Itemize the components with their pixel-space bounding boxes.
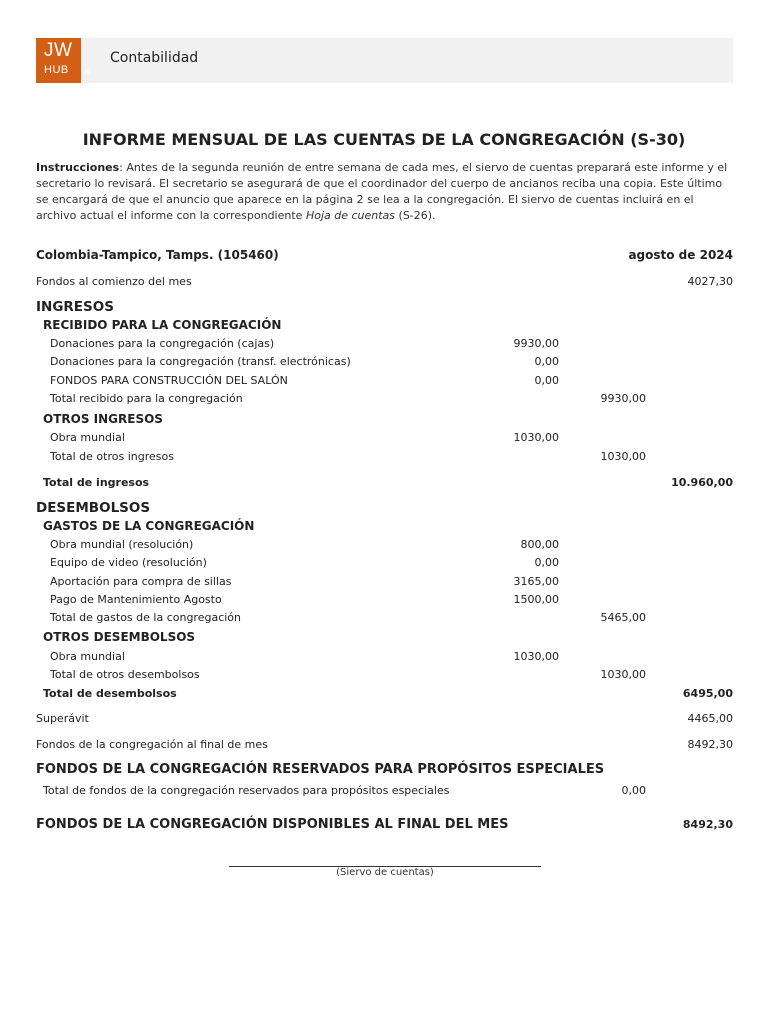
income-total-row — [0, 476, 768, 494]
line-item-label: Donaciones para la congregación (cajas) — [50, 337, 275, 350]
report-month: agosto de 2024 — [628, 248, 733, 262]
line-item-value: 1500,00 — [513, 593, 559, 606]
instructions-end: (S-26). — [395, 209, 436, 222]
income-heading-row — [0, 299, 768, 317]
income-total-value: 10.960,00 — [671, 476, 733, 489]
other-income-total-row — [0, 450, 768, 468]
income-total-label: Total de ingresos — [43, 476, 150, 489]
line-item-value: 0,00 — [534, 556, 559, 569]
income-heading: INGRESOS — [36, 299, 114, 315]
instructions — [36, 160, 736, 224]
cong-expenses-total-value: 5465,00 — [600, 611, 646, 624]
line-item-label: Obra mundial — [50, 431, 125, 444]
signature-label: (Siervo de cuentas) — [336, 867, 434, 878]
line-item-label: Pago de Mantenimiento Agosto — [50, 593, 222, 606]
jw-hub-logo[interactable] — [36, 38, 81, 83]
app-title: Contabilidad — [110, 50, 199, 66]
line-item-value: 9930,00 — [513, 337, 559, 350]
opening-funds-row — [0, 275, 768, 293]
table-row — [0, 556, 768, 574]
other-expenses-heading-row — [0, 630, 768, 648]
instructions-italic: Hoja de cuentas — [305, 209, 396, 222]
expenses-heading-row — [0, 500, 768, 518]
other-income-heading-row — [0, 412, 768, 430]
reserved-total-label: Total de fondos de la congregación reservados para propósitos especiales — [43, 784, 450, 797]
line-item-label: Aportación para compra de sillas — [50, 575, 232, 588]
expenses-total-value: 6495,00 — [682, 687, 733, 700]
cong-expenses-heading-row — [0, 519, 768, 537]
reserved-heading-row — [0, 762, 768, 780]
other-income-heading: OTROS INGRESOS — [43, 412, 163, 426]
other-expenses-total-label: Total de otros desembolsos — [50, 668, 200, 681]
line-item-value: 0,00 — [534, 374, 559, 387]
table-row — [0, 355, 768, 373]
available-funds-label: FONDOS DE LA CONGREGACIÓN DISPONIBLES AL FINAL DEL MES — [36, 817, 509, 832]
table-row — [0, 337, 768, 355]
end-funds-row — [0, 738, 768, 756]
line-item-value: 800,00 — [520, 538, 559, 551]
available-funds-row — [0, 817, 768, 835]
table-row — [0, 374, 768, 392]
line-item-label: Donaciones para la congregación (transf. electrónicas) — [50, 355, 351, 368]
surplus-label: Superávit — [36, 712, 89, 725]
line-item-value: 1030,00 — [513, 650, 559, 663]
other-income-total-value: 1030,00 — [600, 450, 646, 463]
congregation-name: Colombia-Tampico, Tamps. (105460) — [36, 248, 279, 262]
reserved-total-value: 0,00 — [621, 784, 646, 797]
cong-expenses-total-label: Total de gastos de la congregación — [50, 611, 242, 624]
received-total-label: Total recibido para la congregación — [50, 392, 243, 405]
line-item-label: FONDOS PARA CONSTRUCCIÓN DEL SALÓN — [50, 374, 288, 387]
instructions-text: : Antes de la segunda reunión de entre semana de cada mes, el siervo de cuentas preparará este informe y el secretario lo revisará. El secretario se asegurará de que el coordinador del cuerpo de ancianos reciba una copia. Este último se encargará de que el anuncio que aparece en la página 2 se lea a la congregación. El siervo de cuentas incluirá en el archivo actual el informe con la correspondiente — [36, 161, 728, 222]
reserved-total-row — [0, 784, 768, 802]
instructions-label: Instrucciones — [36, 161, 120, 174]
cong-expenses-total-row — [0, 611, 768, 629]
other-income-total-label: Total de otros ingresos — [50, 450, 174, 463]
line-item-value: 1030,00 — [513, 431, 559, 444]
table-row — [0, 575, 768, 593]
available-funds-value: 8492,30 — [682, 818, 733, 831]
surplus-value: 4465,00 — [687, 712, 733, 725]
expenses-total-label: Total de desembolsos — [43, 687, 177, 700]
other-expenses-heading: OTROS DESEMBOLSOS — [43, 630, 196, 644]
report-meta-row — [0, 248, 768, 266]
table-row — [0, 538, 768, 556]
logo-text-bottom: HUB — [44, 64, 69, 76]
other-expenses-total-row — [0, 668, 768, 686]
table-row — [0, 593, 768, 611]
expenses-heading: DESEMBOLSOS — [36, 500, 151, 516]
registered-mark: ® — [84, 68, 91, 76]
end-funds-label: Fondos de la congregación al final de mes — [36, 738, 268, 751]
end-funds-value: 8492,30 — [687, 738, 733, 751]
received-total-row — [0, 392, 768, 410]
line-item-label: Obra mundial — [50, 650, 125, 663]
line-item-value: 0,00 — [534, 355, 559, 368]
table-row — [0, 431, 768, 449]
cong-expenses-heading: GASTOS DE LA CONGREGACIÓN — [43, 519, 255, 533]
other-expenses-total-value: 1030,00 — [600, 668, 646, 681]
opening-funds-label: Fondos al comienzo del mes — [36, 275, 192, 288]
received-heading: RECIBIDO PARA LA CONGREGACIÓN — [43, 318, 282, 332]
received-heading-row — [0, 318, 768, 336]
surplus-row — [0, 712, 768, 730]
received-total-value: 9930,00 — [600, 392, 646, 405]
line-item-label: Obra mundial (resolución) — [50, 538, 194, 551]
reserved-heading: FONDOS DE LA CONGREGACIÓN RESERVADOS PARA PROPÓSITOS ESPECIALES — [36, 762, 605, 777]
app-header — [36, 38, 733, 83]
report-title: INFORME MENSUAL DE LAS CUENTAS DE LA CONGREGACIÓN (S-30) — [82, 130, 686, 149]
opening-funds-value: 4027,30 — [687, 275, 733, 288]
line-item-label: Equipo de video (resolución) — [50, 556, 207, 569]
line-item-value: 3165,00 — [513, 575, 559, 588]
expenses-total-row — [0, 687, 768, 705]
table-row — [0, 650, 768, 668]
logo-text-top: JW — [44, 40, 73, 61]
